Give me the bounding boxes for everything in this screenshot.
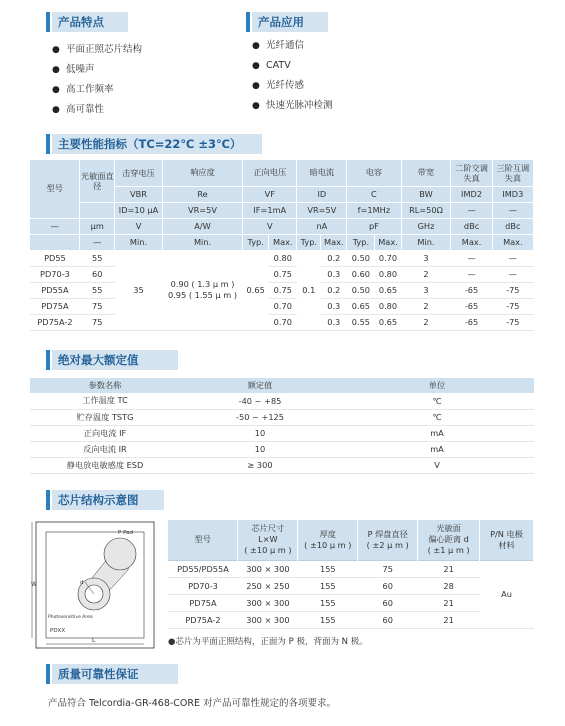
quality-heading: 质量可靠性保证	[52, 664, 178, 684]
col-thickness: 厚度 ( ±10 μ m )	[298, 520, 358, 560]
col-dark: 暗电流	[297, 160, 347, 186]
cell-cap-max: 0.70	[375, 250, 401, 266]
limit-imd2: Max.	[451, 234, 492, 250]
cell-forward-max: 0.70	[269, 298, 297, 314]
cell-size: 250 × 250	[238, 577, 298, 594]
cell-imd3: -75	[492, 282, 533, 298]
cell-model: PD75A	[30, 298, 80, 314]
part-label: PDXX	[50, 628, 66, 634]
cell-dark-max: 0.3	[321, 298, 347, 314]
cell-thickness: 155	[298, 594, 358, 611]
quality-statement: 产品符合 Telcordia-GR-468-CORE 对产品可靠性规定的各项要求。	[48, 698, 337, 709]
applications-heading: 产品应用	[252, 12, 328, 32]
cell-model: PD55	[30, 250, 80, 266]
responsivity-1310: 0.90 ( 1.3 μ m )	[170, 279, 235, 289]
col-model: 型号	[30, 160, 80, 218]
table-row	[168, 560, 534, 577]
col-model: 型号	[168, 520, 238, 560]
col-value: 额定值	[180, 378, 340, 393]
cond-forward: IF=1mA	[243, 202, 297, 218]
table-row	[30, 457, 534, 473]
application-item: ● CATV	[252, 56, 333, 76]
cell-pad: 60	[358, 611, 418, 628]
limit-imd3: Max.	[492, 234, 533, 250]
cell-forward-max: 0.75	[269, 266, 297, 282]
ratings-table	[30, 378, 534, 474]
cell-pad: 60	[358, 577, 418, 594]
cell-thickness: 155	[298, 611, 358, 628]
cell-value: ≥ 300	[180, 457, 340, 473]
features-list	[52, 40, 142, 120]
cell-cap-max: 0.65	[375, 282, 401, 298]
cell-param: 静电放电敏感度 ESD	[30, 457, 180, 473]
cond-imd2: —	[451, 202, 492, 218]
sym-bandwidth: BW	[401, 186, 451, 202]
chip-note: ●芯片为平面正照结构，正面为 P 极，背面为 N 极。	[168, 637, 368, 647]
col-pad: P 焊盘直径 ( ±2 μ m )	[358, 520, 418, 560]
unit-forward: V	[243, 218, 297, 234]
l-label: L	[92, 637, 96, 644]
cell-size: 300 × 300	[238, 611, 298, 628]
unit-area: μm	[80, 218, 115, 234]
cell-imd3: -75	[492, 314, 533, 330]
cell-unit: mA	[340, 441, 534, 457]
limit-responsivity: Min.	[162, 234, 242, 250]
table-row	[168, 577, 534, 594]
unit-imd2: dBc	[451, 218, 492, 234]
limit-dark-max: Max.	[321, 234, 347, 250]
w-label: W	[31, 581, 37, 588]
unit-capacitance: pF	[347, 218, 401, 234]
cell-breakdown-shared: 35	[115, 250, 163, 330]
cell-cap-typ: 0.60	[347, 266, 375, 282]
chip-diagram-svg	[30, 520, 156, 650]
table-row	[30, 314, 534, 330]
cell-dark-max: 0.3	[321, 266, 347, 282]
cell-unit: ℃	[340, 393, 534, 409]
cell-area: 55	[80, 250, 115, 266]
cond-responsivity: VR=5V	[162, 202, 242, 218]
performance-table	[30, 160, 534, 331]
cell-model: PD70-3	[168, 577, 238, 594]
cell-model: PD75A	[168, 594, 238, 611]
cell-imd2: -65	[451, 298, 492, 314]
cell-value: 10	[180, 425, 340, 441]
feature-item: ● 高可靠性	[52, 100, 142, 120]
table-row	[30, 266, 534, 282]
col-param: 参数名称	[30, 378, 180, 393]
col-imd3: 三阶互调失真	[492, 160, 533, 186]
cell-unit: mA	[340, 425, 534, 441]
table-row	[168, 611, 534, 628]
sym-forward: VF	[243, 186, 297, 202]
cell-offset: 21	[418, 560, 480, 577]
cell-param: 反向电流 IR	[30, 441, 180, 457]
cond-bandwidth: RL=50Ω	[401, 202, 451, 218]
cell-area: 75	[80, 298, 115, 314]
limit-cap-max: Max.	[375, 234, 401, 250]
chip-diagram	[30, 520, 156, 650]
limit-model-empty	[30, 234, 80, 250]
cell-cap-max: 0.80	[375, 266, 401, 282]
cell-param: 正向电流 IF	[30, 425, 180, 441]
p-pad-icon	[104, 538, 136, 570]
cell-area: 55	[80, 282, 115, 298]
table-row	[30, 282, 534, 298]
table-row	[30, 441, 534, 457]
cell-bandwidth: 2	[401, 266, 451, 282]
cell-cap-typ: 0.50	[347, 250, 375, 266]
limit-model: —	[30, 218, 80, 234]
unit-breakdown: V	[115, 218, 163, 234]
table-row	[30, 393, 534, 409]
cell-model: PD75A-2	[168, 611, 238, 628]
application-item: ● 光纤传感	[252, 76, 333, 96]
applications-list	[252, 36, 333, 116]
cell-imd2: -65	[451, 282, 492, 298]
cell-dark-max: 0.2	[321, 250, 347, 266]
photosensitive-area-label: Photosensitive Area	[48, 615, 93, 620]
cond-capacitance: f=1MHz	[347, 202, 401, 218]
cond-breakdown: ID=10 μA	[115, 202, 163, 218]
cell-pad: 60	[358, 594, 418, 611]
cell-model: PD55A	[30, 282, 80, 298]
cell-area: 60	[80, 266, 115, 282]
chip-heading: 芯片结构示意图	[52, 490, 164, 510]
unit-dark: nA	[297, 218, 347, 234]
table-row	[30, 409, 534, 425]
cell-responsivity-shared	[162, 250, 242, 330]
table-row	[30, 425, 534, 441]
limit-forward-max: Max.	[269, 234, 297, 250]
col-material: P/N 电极 材料	[480, 520, 534, 560]
p-pad-label: P Pad	[118, 530, 133, 536]
cell-offset: 21	[418, 611, 480, 628]
cell-forward-max: 0.70	[269, 314, 297, 330]
d-label: d	[80, 580, 84, 586]
limit-dark-typ: Typ.	[297, 234, 321, 250]
col-offset: 光敏面 偏心距离 d ( ±1 μ m )	[418, 520, 480, 560]
sym-imd2: IMD2	[451, 186, 492, 202]
cell-param: 工作温度 TC	[30, 393, 180, 409]
table-row	[30, 250, 534, 266]
cell-bandwidth: 2	[401, 314, 451, 330]
cell-imd2: —	[451, 266, 492, 282]
cell-bandwidth: 2	[401, 298, 451, 314]
cell-area: 75	[80, 314, 115, 330]
cell-size: 300 × 300	[238, 560, 298, 577]
feature-item: ● 高工作频率	[52, 80, 142, 100]
cell-cap-max: 0.80	[375, 298, 401, 314]
cell-bandwidth: 3	[401, 250, 451, 266]
cell-imd3: —	[492, 250, 533, 266]
cell-thickness: 155	[298, 560, 358, 577]
col-responsivity: 响应度	[162, 160, 242, 186]
feature-item: ● 低噪声	[52, 60, 142, 80]
cell-size: 300 × 300	[238, 594, 298, 611]
cell-material-shared: Au	[480, 560, 534, 628]
cond-area	[80, 202, 115, 218]
cell-value: -40 ~ +85	[180, 393, 340, 409]
performance-heading: 主要性能指标（TC=22℃ ±3℃）	[52, 134, 262, 154]
cell-offset: 28	[418, 577, 480, 594]
limit-area: —	[80, 234, 115, 250]
cell-forward-max: 0.80	[269, 250, 297, 266]
col-area: 光敏面直径	[80, 160, 115, 202]
responsivity-1550: 0.95 ( 1.55 μ m )	[167, 290, 238, 300]
cell-dark-max: 0.3	[321, 314, 347, 330]
unit-responsivity: A/W	[162, 218, 242, 234]
cell-imd2: -65	[451, 314, 492, 330]
sym-capacitance: C	[347, 186, 401, 202]
table-row	[168, 594, 534, 611]
cell-forward-typ-shared: 0.65	[243, 250, 269, 330]
application-item: ● 快速光脉冲检测	[252, 96, 333, 116]
col-bandwidth: 带宽	[401, 160, 451, 186]
cell-thickness: 155	[298, 577, 358, 594]
cell-imd3: -75	[492, 298, 533, 314]
cell-value: -50 ~ +125	[180, 409, 340, 425]
cell-imd2: —	[451, 250, 492, 266]
sym-dark: ID	[297, 186, 347, 202]
limit-breakdown: Min.	[115, 234, 163, 250]
col-breakdown: 击穿电压	[115, 160, 163, 186]
cell-pad: 75	[358, 560, 418, 577]
col-forward: 正向电压	[243, 160, 297, 186]
cell-unit: V	[340, 457, 534, 473]
cell-cap-typ: 0.65	[347, 298, 375, 314]
cell-value: 10	[180, 441, 340, 457]
application-item: ● 光纤通信	[252, 36, 333, 56]
limit-bandwidth: Min.	[401, 234, 451, 250]
col-size: 芯片尺寸 L×W ( ±10 μ m )	[238, 520, 298, 560]
cell-cap-max: 0.65	[375, 314, 401, 330]
cell-unit: ℃	[340, 409, 534, 425]
limit-cap-typ: Typ.	[347, 234, 375, 250]
ratings-heading: 绝对最大额定值	[52, 350, 178, 370]
table-row	[30, 298, 534, 314]
limit-forward-typ: Typ.	[243, 234, 269, 250]
cell-model: PD70-3	[30, 266, 80, 282]
chip-table	[168, 520, 534, 629]
features-heading: 产品特点	[52, 12, 128, 32]
cell-cap-typ: 0.55	[347, 314, 375, 330]
cell-imd3: —	[492, 266, 533, 282]
cell-dark-typ-shared: 0.1	[297, 250, 321, 330]
cell-bandwidth: 3	[401, 282, 451, 298]
cell-offset: 21	[418, 594, 480, 611]
sym-imd3: IMD3	[492, 186, 533, 202]
col-unit: 单位	[340, 378, 534, 393]
col-capacitance: 电容	[347, 160, 401, 186]
cell-model: PD75A-2	[30, 314, 80, 330]
cond-dark: VR=5V	[297, 202, 347, 218]
unit-imd3: dBc	[492, 218, 533, 234]
sym-breakdown: VBR	[115, 186, 163, 202]
cell-cap-typ: 0.50	[347, 282, 375, 298]
col-imd2: 二阶交调失真	[451, 160, 492, 186]
cell-model: PD55/PD55A	[168, 560, 238, 577]
unit-bandwidth: GHz	[401, 218, 451, 234]
cell-param: 贮存温度 TSTG	[30, 409, 180, 425]
sym-responsivity: Re	[162, 186, 242, 202]
feature-item: ● 平面正照芯片结构	[52, 40, 142, 60]
cond-imd3: —	[492, 202, 533, 218]
cell-forward-max: 0.75	[269, 282, 297, 298]
cell-dark-max: 0.2	[321, 282, 347, 298]
